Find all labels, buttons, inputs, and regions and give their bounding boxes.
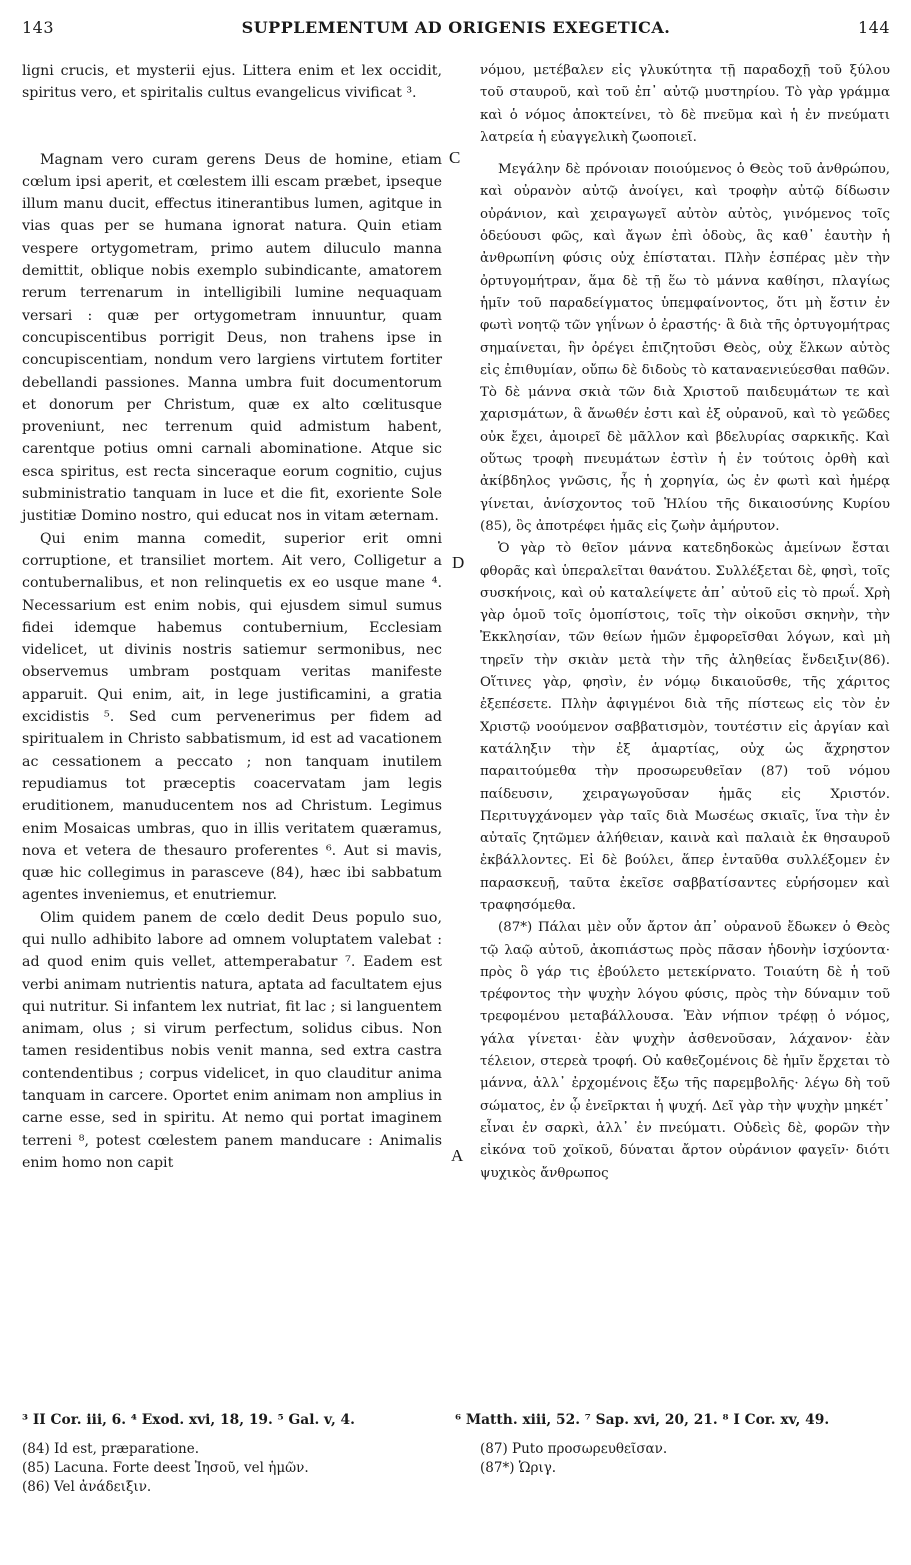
greek-paragraph: Μεγάλην δὲ πρόνοιαν ποιούμενος ὁ Θεὸς τοῦ ἀνθρώπου, καὶ οὐρανὸν αὐτῷ ἀνοίγει, καὶ τροφὴν αὐτῷ δίδωσιν οὐράνιον, καὶ χειραγωγεῖ αὐτὸν αὐτὸς, γινόμενος τοῖς ὁδεύουσι φῶς, καὶ ἄγων ἐπὶ ὁδοὺς, ἃς καθ᾽ ἑαυτὴν ἡ ἀνθρωπίνη φύσις οὐχ ἐπίσταται. Πλὴν ἑσπέρας μὲν τὴν ὀρτυγομήτραν, ἅμα δὲ τῇ ἕω τὸ μάννα καθίησι, πλαγίως ἡμῖν τοῦ παραδείγματος ὑπεμφαίνοντος, ὅτι μὴ ἔστιν ἐν φωτὶ νοητῷ τῶν γηΐνων ὁ ἐραστής· ἃ διὰ τῆς ὀρτυγομήτρας σημαίνεται, ἣν ὀρέγει ἐπιζητοῦσι Θεὸς, οὐχ ἕλκων αὐτὸς εἰς ἐπιθυμίαν, οὔπω δὲ διδοὺς τὸ καταναενιεύεσθαι παθῶν. Τὸ δὲ μάννα σκιὰ τῶν διὰ Χριστοῦ παιδευμάτων τε καὶ χαρισμάτων, ἃ ἄνωθέν ἐστι καὶ ἐξ οὐρανοῦ, καὶ τὸ γεῶδες οὐκ ἔχει, ἀμοιρεῖ δὲ μᾶλλον καὶ βδελυρίας σαρκικῆς. Καὶ οὕτως τροφὴ πνευμάτων ἐστὶν ἡ ἐν τούτοις ὀρθὴ καὶ ἀκίβδηλος γνῶσις, ἧς ἡ χορηγία, ὡς ἐν φωτὶ καὶ ἡμέρᾳ γίνεται, ἀνίσχοντος τοῦ Ἡλίου τῆς δικαιοσύνης Κυρίου (85), ὃς ἀποτρέφει ἡμᾶς εἰς ζωὴν ἀμήρυτον. (480, 162, 890, 534)
latin-paragraph: Olim quidem panem de cœlo dedit Deus populo suo, qui nullo adhibito labore ad omnem voluptatem valebat : ad quod enim quis vellet, attemperabatur ⁷. Eadem est verbi animam nutrientis natura, aptata ad facultatem ejus qui nutritur. Si infantem lex nutriat, fit lac ; si languentem animam, olus ; si virum perfectum, solidus cibus. Non tamen residentibus nobis venit manna, sed extra castra contendentibus ; corpus videlicet, in quo clauditur anima tanquam in carcere. Oportet enim animam non amplius in carne esse, sed in spiritu. At nemo qui portat imaginem terreni ⁸, potest cœlestem panem manducare : Animalis enim homo non capit (22, 909, 442, 1171)
scripture-references-left: ³ II Cor. iii, 6. ⁴ Exod. xvi, 18, 19. ⁵ Gal. v, 4. (22, 1412, 355, 1428)
editor-note: (86) Vel ἀνάδειξιν. (22, 1479, 152, 1495)
latin-paragraph: Qui enim manna comedit, superior erit omni corruptione, et transiliet mortem. Ait vero, Colligetur a contubernalibus, et non relinquetis ex eo usque mane ⁴. Necessarium est enim nobis, qui ejusdem simul sumus fidei idemque habemus contubernium, Ecclesiam videlicet, ut divinis nostris satiemur sermonibus, nec observemus umbram postquam veritas manifeste apparuit. Qui enim, ait, in lege justificamini, a gratia excidistis ⁵. Sed cum pervenerimus per fidem ad spiritualem in Christo sabbatismum, id est ad vacationem ac cessationem a peccato ; non tanquam inutilem repudiamus tot præceptis coacervatam jam legis eruditionem, manuducentem nos ad Christum. Legimus enim Mosaicas umbras, quo in illis veritatem quæramus, nova et vetera de thesauro proferentes ⁶. Aut si mavis, quæ hic collegimus in parasceve (84), hæc ibi sabbatum agentes inveniemus, et enutriemur. (22, 530, 442, 904)
latin-column (22, 60, 442, 1174)
editor-notes-left (22, 1440, 442, 1497)
editor-note: (85) Lacuna. Forte deest Ἰησοῦ, vel ἡμῶν. (22, 1460, 309, 1476)
scripture-references-right: ⁶ Matth. xiii, 52. ⁷ Sap. xvi, 20, 21. ⁸ I Cor. xv, 49. (455, 1412, 830, 1428)
editor-notes-right (480, 1440, 890, 1478)
margin-marker-a: A (451, 1146, 464, 1165)
editor-note: (87*) Ὡριγ. (480, 1460, 557, 1476)
page-header (22, 18, 890, 44)
latin-paragraph: ligni crucis, et mysterii ejus. Littera enim et lex occidit, spiritus vero, et spiritalis cultus evangelicus vivificat ³. (22, 63, 442, 102)
greek-column (480, 60, 890, 1185)
page-number-left: 143 (22, 18, 55, 37)
latin-paragraph: Magnam vero curam gerens Deus de homine, etiam cœlum ipsi aperit, et cœlestem illi escam præbet, ipseque illum manu ducit, effectus itinerantibus lumen, agitque in vias quas per se humana ignorat natura. Quin etiam vespere ortygometram, primo autem diluculo manna demittit, oblique nobis exemplo subindicante, amatorem rerum terrenarum in intelligibili lumine nequaquam versari : quæ per ortygometram innuuntur, quam concupiscentibus porrigit Deus, non trahens ipse in concupiscentiam, nondum vero largiens virtutem fortiter debellandi passiones. Manna umbra fuit documentorum et donorum per Christum, quæ ex alto cœlitusque proveniunt, nec terrenum quid admistum habent, carentque potius omni carnali abominatione. Atque sic esca spiritus, est recta sinceraque eorum cognitio, cujus subministratio tanquam in luce et die fit, exoriente Sole justitiæ Domino nostro, qui educat nos in vitam æternam. (22, 151, 442, 525)
page-number-right: 144 (857, 18, 890, 37)
margin-marker-c: C (449, 148, 461, 167)
editor-note: (87) Puto προσωρευθεῖσαν. (480, 1441, 668, 1457)
greek-paragraph: νόμου, μετέβαλεν εἰς γλυκύτητα τῇ παραδοχῇ τοῦ ξύλου τοῦ σταυροῦ, καὶ τοῦ ἐπ᾽ αὐτῷ μυστηρίου. Τὸ γὰρ γράμμα καὶ ὁ νόμος ἀποκτείνει, τὸ δὲ πνεῦμα καὶ ἡ ἐν πνεύματι λατρεία ἡ εὐαγγελικὴ ζωοποιεῖ. (480, 63, 890, 145)
running-title: SUPPLEMENTUM AD ORIGENIS EXEGETICA. (241, 18, 671, 37)
greek-paragraph: (87*) Πάλαι μὲν οὖν ἄρτον ἀπ᾽ οὐρανοῦ ἔδωκεν ὁ Θεὸς τῷ λαῷ αὐτοῦ, ἀκοπιάστως πρὸς πᾶσαν ἡδονὴν ἰσχύοντα· πρὸς ὃ γάρ τις ἐβούλετο μετεκίρνατο. Τοιαύτη δὲ ἡ τοῦ τρέφοντος τὴν ψυχὴν λόγου φύσις, πρὸς τὴν δύναμιν τοῦ τρεφομένου μεταβάλλουσα. Ἐὰν νήπιον τρέφῃ ὁ νόμος, γάλα γίνεται· ἐὰν ψυχὴν ἀσθενοῦσαν, λάχανον· ἐὰν τέλειον, στερεὰ τροφή. Οὐ καθεζομένοις δὲ ἡμῖν ἔρχεται τὸ μάννα, ἀλλ᾽ ἐρχομένοις ἔξω τῆς παρεμβολῆς· λέγω δὴ τοῦ σώματος, ἐν ᾧ ἐνεῖρκται ἡ ψυχή. Δεῖ γὰρ τὴν ψυχὴν μηκέτ᾽ εἶναι ἐν σαρκὶ, ἀλλ᾽ ἐν πνεύματι. Οὐδεὶς δὲ, φορῶν τὴν εἰκόνα τοῦ χοϊκοῦ, δύναται ἄρτον οὐράνιον φαγεῖν· διότι ψυχικὸς ἄνθρωπος (480, 920, 890, 1181)
greek-paragraph: Ὁ γὰρ τὸ θεῖον μάννα κατεδηδοκὼς ἀμείνων ἔσται φθορᾶς καὶ ὑπεραλεῖται θανάτου. Συλλέξεται δὲ, φησὶ, τοῖς συσκήνοις, καὶ οὐ καταλείψετε ἀπ᾽ αὐτοῦ εἰς τὸ πρωΐ. Χρὴ γὰρ ὁμοῦ τοῖς ὁμοπίστοις, τοῖς τὴν οἰκοῦσι σκηνὴν, τὴν Ἐκκλησίαν, τῶν θείων ἡμῶν ἐμφορεῖσθαι λόγων, καὶ μὴ τηρεῖν τὴν σκιὰν μετὰ τὴν τῆς ἀληθείας ἔνδειξιν(86). Οἵτινες γὰρ, φησὶν, ἐν νόμῳ δικαιοῦσθε, τῆς χάριτος ἐξεπέσετε. Πλὴν ἀφιγμένοι διὰ τῆς πίστεως εἰς τὸν ἐν Χριστῷ νοούμενον σαββατισμὸν, τουτέστιν εἰς ἀργίαν καὶ κατάληξιν τὴν ἐξ ἁμαρτίας, οὐχ ὡς ἄχρηστον παραιτούμεθα τὴν προσωρευθεῖαν (87) τοῦ νόμου παίδευσιν, χειραγωγοῦσαν ἡμᾶς εἰς Χριστόν. Περιτυγχάνομεν γὰρ ταῖς διὰ Μωσέως σκιαῖς, ἵνα τὴν ἐν αὐταῖς ζητῶμεν ἀλήθειαν, καινὰ καὶ παλαιὰ ἐκ θησαυροῦ ἐκβάλλοντες. Εἰ δὲ βούλει, ἅπερ ἐνταῦθα συλλέξομεν ἐν παρασκευῇ, ταῦτα ἐκεῖσε σαββατίσαντες εὑρήσομεν καὶ τραφησόμεθα. (480, 541, 890, 913)
editor-note: (84) Id est, præparatione. (22, 1441, 200, 1457)
margin-marker-d: D (452, 553, 465, 572)
